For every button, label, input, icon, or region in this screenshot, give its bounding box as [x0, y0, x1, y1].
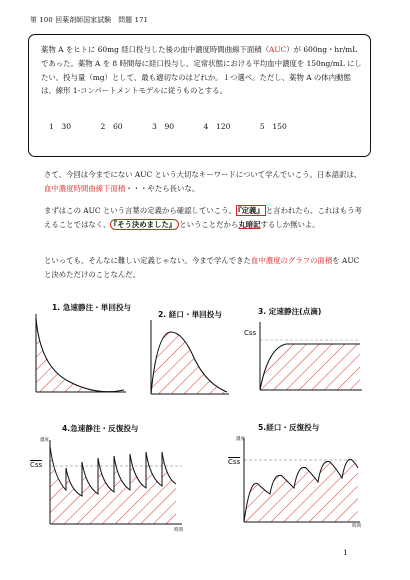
graph-3-label: 3. 定速静注(点滴) — [258, 307, 322, 316]
graph-3-infusion — [252, 322, 362, 394]
graph-3-css-label: Css — [244, 329, 257, 337]
graph-4-ylabel: 濃度 — [40, 438, 49, 443]
graph-2-oral-single — [143, 320, 229, 398]
graph-1-label: 1. 急速静注・単回投与 — [52, 303, 132, 312]
paragraph-definition: まずはこの AUC という言葉の定義から確認していこう。 『定義』 と言われたら、これはもう考えることではなく、 『そう決めました』 ということだから丸暗記するしか無いよ。 — [44, 206, 362, 229]
graph-area-term: 血中濃度のグラフの面積 — [250, 256, 333, 265]
choice-3: 3 90 — [152, 122, 175, 131]
auc-japanese-term: 血中濃度時間曲線下面積 — [44, 184, 126, 193]
exam-header: 第 100 回薬剤師国家試験 問題 171 — [30, 16, 149, 24]
graph-1-iv-single — [28, 314, 128, 396]
question-text: 薬物 A をヒトに 60mg 経口投与した後の血中濃度時間曲線下面積（AUC）が 600ng・hr/mL であった。薬物 A を 8 時間毎に経口投与し、定常状態における平均血中濃度を 150ng/mL にしたい。投与量（mg）として、最も適切なのはどれか。１つ選べ。ただし、薬物 A の体内動態は、線形 1-コンパートメントモデルに従うものとする。 — [41, 45, 362, 96]
graph-5-xlabel: 時間 — [352, 524, 361, 529]
auc-term: AUC — [269, 45, 287, 54]
page-number: 1 — [343, 548, 348, 557]
paragraph-area: といっても、そんなに難しい定義じゃない。今まで学んできた血中濃度のグラフの面積を AUC と決めただけのことなんだ。 — [44, 256, 360, 279]
choice-5: 5 150 — [259, 122, 287, 131]
graph-5-css-label: $\overline{Css}$ — [228, 458, 241, 466]
definition-box: 『定義』 — [237, 206, 264, 215]
graph-5-oral-repeated — [240, 438, 360, 530]
graph-2-label: 2. 経口・単回投与 — [158, 310, 222, 319]
decided-oval: 『そう決めました』 — [110, 219, 179, 230]
memorize-term: 丸暗記 — [238, 220, 261, 229]
paragraph-intro: さて、今回は今までにない AUC という大切なキーワードについて学んでいこう。日本語訳は、血中濃度時間曲線下面積・・・やたら長いな。 — [44, 170, 362, 193]
graph-4-iv-repeated — [46, 440, 186, 530]
graph-5-ylabel: 濃度 — [236, 437, 245, 442]
choice-4: 4 120 — [203, 122, 231, 131]
graph-4-css-label: $\overline{Css}$ — [30, 461, 43, 469]
graph-4-xlabel: 時間 — [174, 528, 183, 533]
graph-4-label: 4.急速静注・反復投与 — [62, 424, 139, 433]
graph-5-label: 5.経口・反復投与 — [258, 423, 320, 432]
choice-1: 1 30 — [49, 122, 72, 131]
choice-2: 2 60 — [100, 122, 123, 131]
question-box — [28, 34, 371, 157]
answer-choices — [49, 121, 314, 132]
